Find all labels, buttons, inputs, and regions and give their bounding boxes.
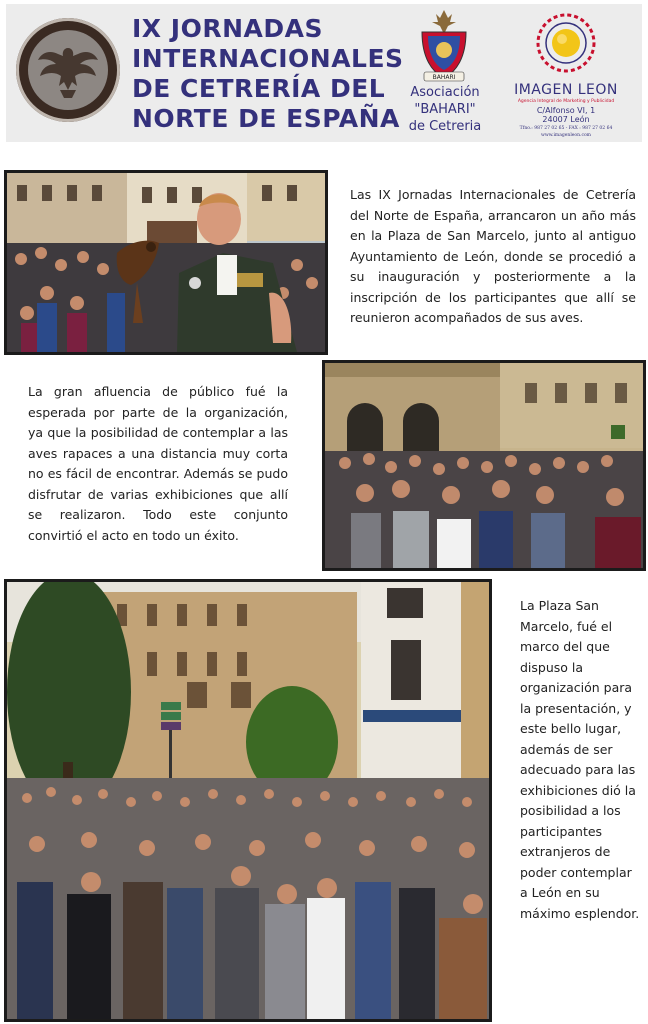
title-line: NORTE DE ESPAÑA [132, 104, 400, 133]
header-banner [6, 4, 642, 142]
intro-paragraph: Las IX Jornadas Internacionales de Cetrería del Norte de España, arrancaron un año más en la Plaza de San Marcelo, junto al antiguo Ayuntamiento de León, donde se procedió a su inauguración y posteriormente a la inscripción de los participantes que allí se reunieron acompañados de sus aves. [350, 187, 636, 325]
imagen-leon-logo-icon [533, 10, 599, 76]
title-line: INTERNACIONALES [132, 44, 404, 73]
title-line: IX JORNADAS [132, 14, 323, 43]
sponsor-phone: Tfno.: 987 27 02 65 - FAX : 987 27 02 64 [519, 126, 613, 131]
association-line: Asociación [410, 85, 480, 100]
sponsor-name: IMAGEN LEON [514, 82, 618, 98]
association-line: "BAHARI" [414, 102, 476, 117]
sponsor-address [504, 106, 628, 124]
audience-paragraph: La gran afluencia de público fué la esperada por parte de la organización, ya que la posibilidad de contemplar a las aves rapaces a una distancia muy corta no es fácil de encontrar. Además se pudo disfrutar de varias exhibiciones que allí se realizaron. Todo este conjunto convirtió el acto en todo un éxito. [28, 384, 288, 543]
title-line: DE CETRERÍA DEL [132, 74, 386, 103]
bahari-logo-caption: BAHARI [432, 74, 456, 81]
sponsor-address-line: 24007 León [542, 115, 590, 124]
falconer-with-hawk-photo [4, 170, 328, 355]
sponsor-address-line: C/Alfonso VI, 1 [536, 106, 596, 115]
crowd-at-plaza-photo [322, 360, 646, 571]
plaza-paragraph: La Plaza San Marcelo, fué el marco del que dispuso la organización para la presentación, y este bello lugar, además de ser adecuado para las exhibiciones dió la posibilidad a los participantes extranjeros de poder contemplar a León en su máximo esplendor. [520, 598, 640, 921]
bahari-crest-icon [414, 8, 474, 84]
plaza-san-marcelo-photo [4, 579, 492, 1022]
association-name [399, 84, 491, 135]
page-title [132, 14, 402, 134]
sponsor-tagline: Agencia Integral de Marketing y Publicidad [517, 99, 615, 104]
sponsor-website: www.imagenleon.com [541, 133, 591, 138]
falcon-crest-icon [16, 18, 120, 122]
association-line: de Cetreria [408, 119, 482, 134]
